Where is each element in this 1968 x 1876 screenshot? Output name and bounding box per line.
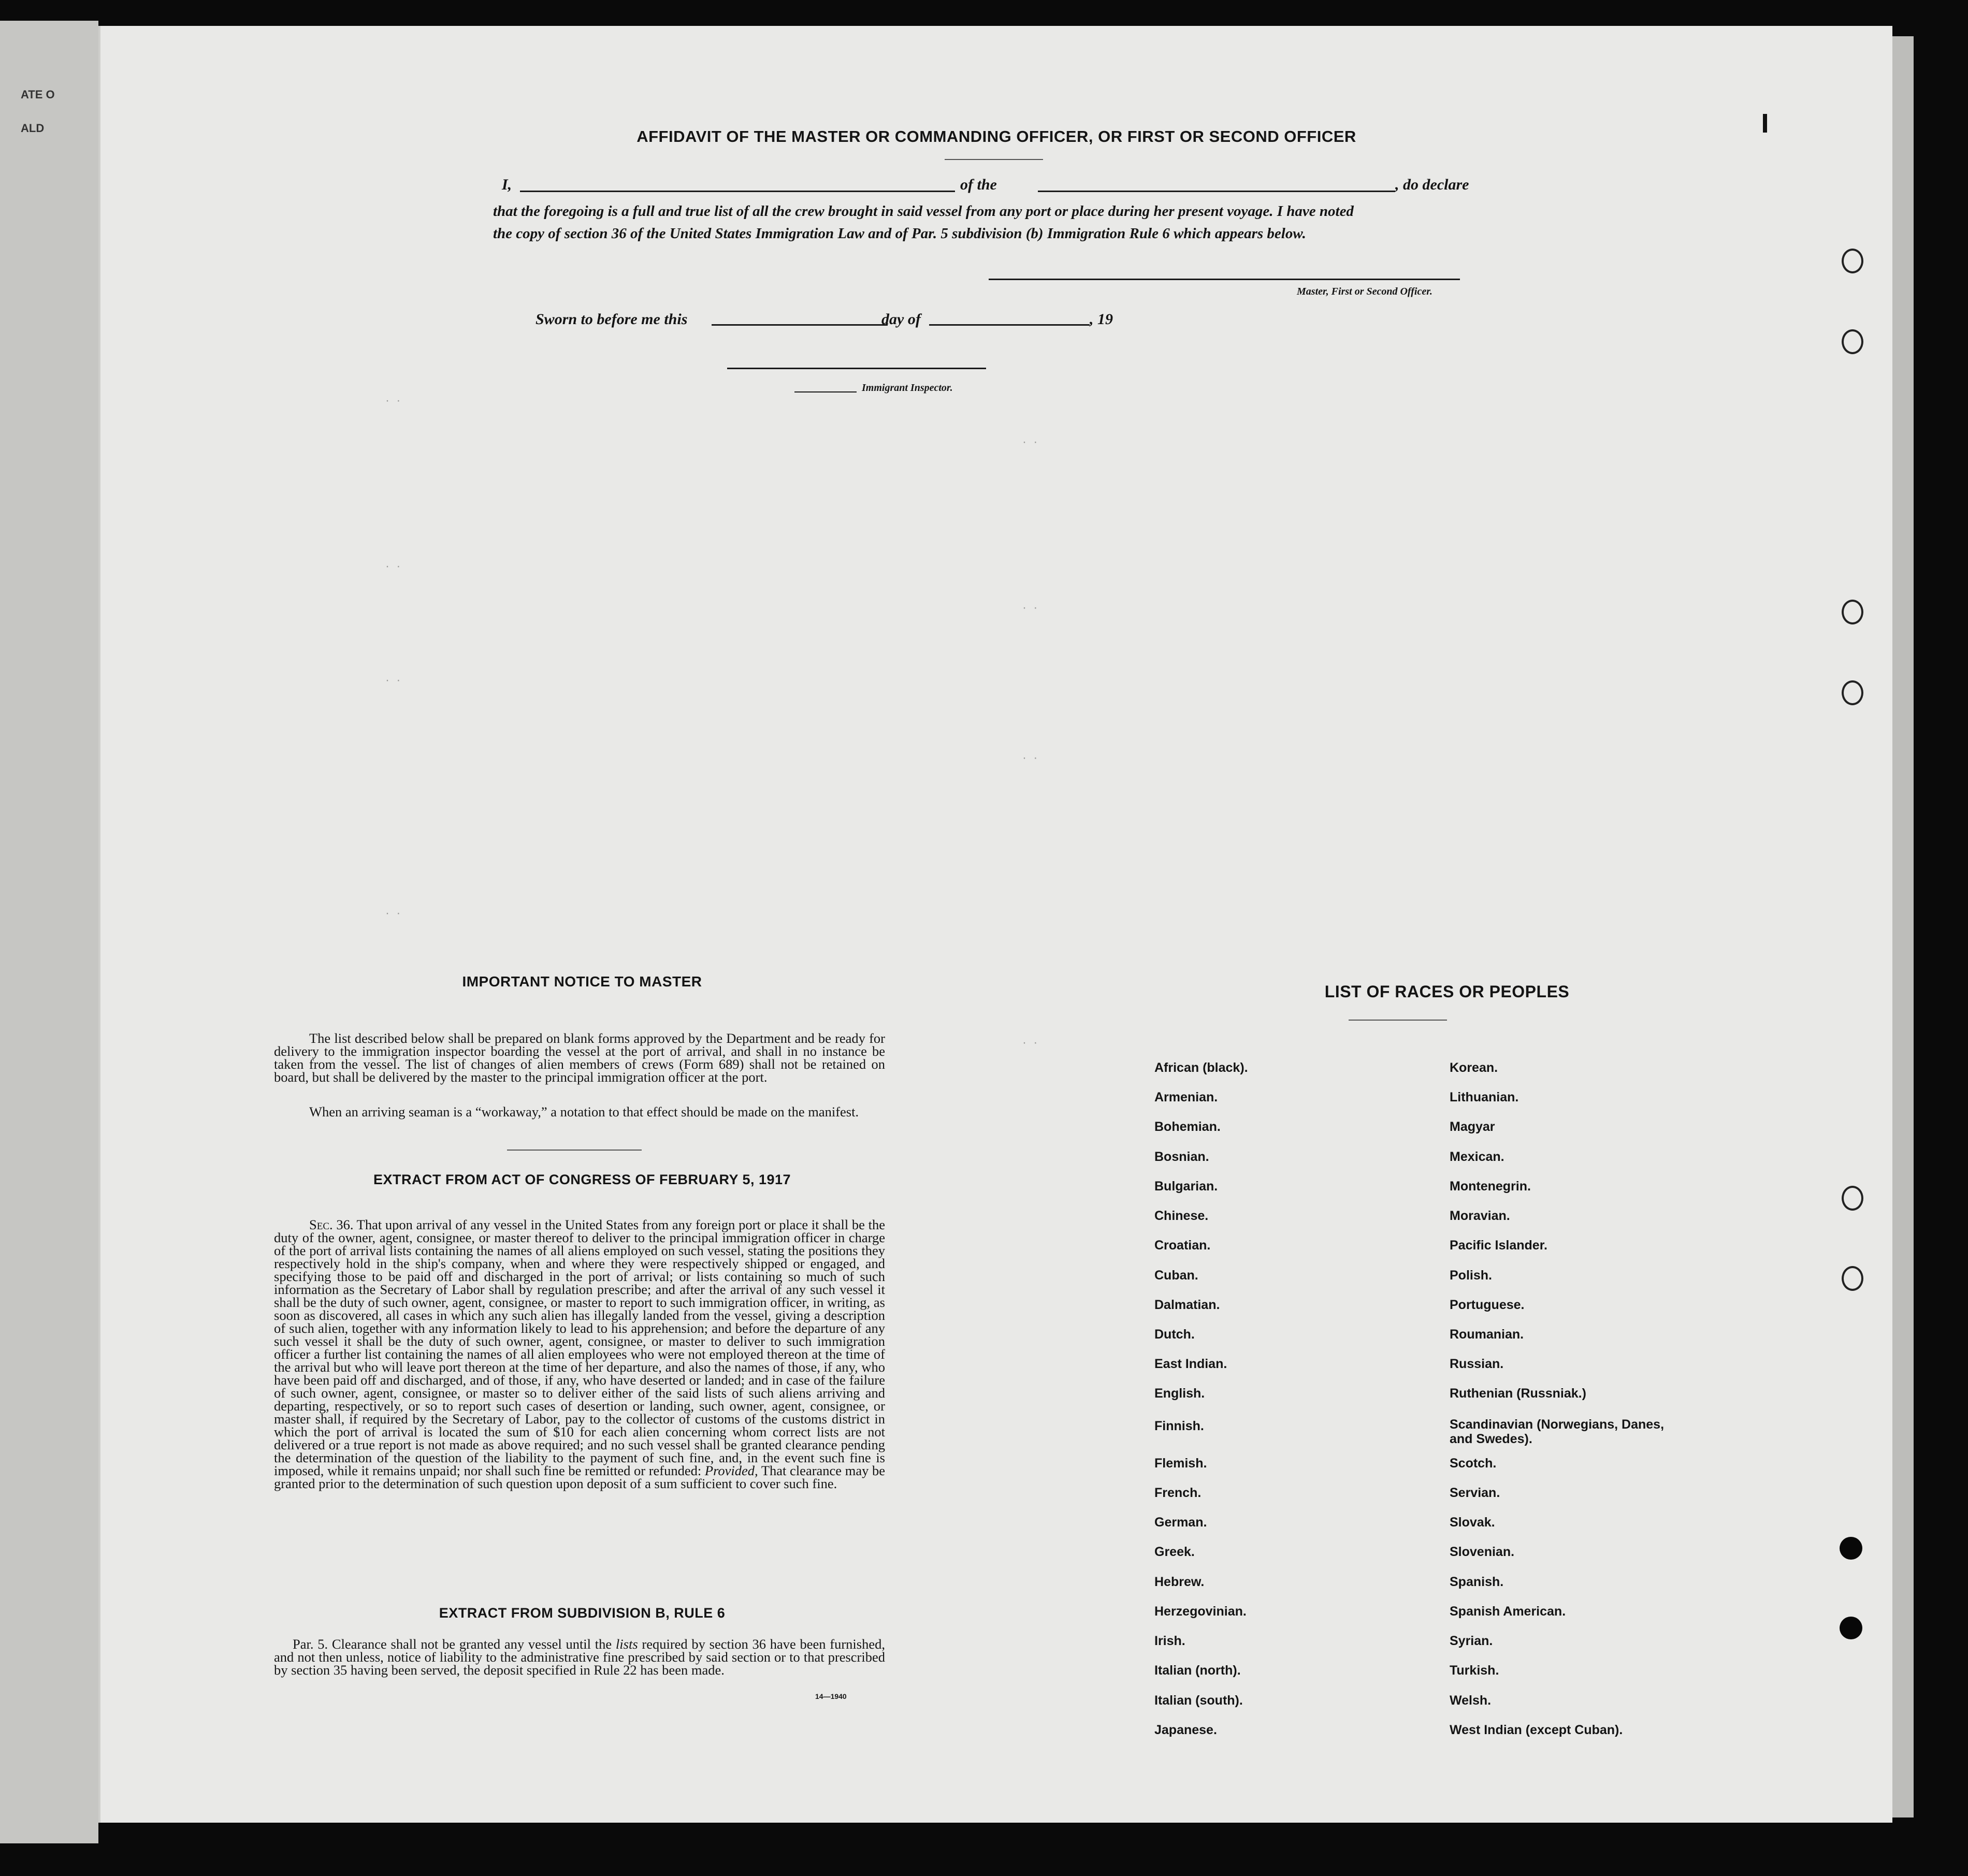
- section-label: Sec. 36.: [309, 1217, 354, 1232]
- rule-extract-title: EXTRACT FROM SUBDIVISION B, RULE 6: [439, 1605, 726, 1621]
- race-item: Herzegovinian.: [1154, 1604, 1247, 1619]
- inspector-signature-line: [727, 368, 986, 369]
- adjacent-page-strip: [0, 21, 98, 1843]
- race-item: Japanese.: [1154, 1723, 1217, 1737]
- race-item: Flemish.: [1154, 1456, 1207, 1471]
- bleed-dots: · ·: [1022, 751, 1038, 765]
- provided-text: That clearance may be granted prior to the determination of such question upon deposit of a sum sufficient to cover such fine.: [274, 1463, 885, 1491]
- rule-text-before: Par. 5. Clearance shall not be granted any vessel until the: [293, 1636, 612, 1652]
- binder-hole: [1842, 1186, 1863, 1211]
- act-extract-title: EXTRACT FROM ACT OF CONGRESS OF FEBRUARY 5, 1917: [373, 1172, 791, 1187]
- form-number: 14—1940: [815, 1692, 847, 1700]
- race-item: Armenian.: [1154, 1090, 1218, 1104]
- race-item: Korean.: [1450, 1060, 1498, 1075]
- race-item: Scotch.: [1450, 1456, 1497, 1471]
- bleed-dots: · ·: [385, 673, 401, 687]
- ink-mark: [1763, 114, 1767, 133]
- inspector-prefix-line: [794, 391, 857, 392]
- lists-word: lists: [615, 1636, 638, 1652]
- sworn-prefix: Sworn to before me this: [536, 311, 688, 328]
- race-item: German.: [1154, 1515, 1207, 1530]
- races-divider: [1349, 1020, 1447, 1021]
- binder-hole: [1842, 680, 1863, 705]
- inspector-label: Immigrant Inspector.: [862, 382, 953, 394]
- sworn-date-blank: [712, 324, 888, 326]
- affidavit-line1-suffix: , do declare: [1395, 176, 1469, 193]
- race-item: Portuguese.: [1450, 1298, 1525, 1312]
- race-item: French.: [1154, 1486, 1202, 1500]
- bleed-dots: · ·: [1022, 435, 1038, 449]
- name-blank: [520, 191, 955, 192]
- sworn-month-blank: [929, 324, 1090, 326]
- affidavit-title: AFFIDAVIT OF THE MASTER OR COMMANDING OFFICER, OR FIRST OR SECOND OFFICER: [636, 127, 1356, 146]
- document-page: [98, 26, 1892, 1823]
- race-item: Montenegrin.: [1450, 1179, 1531, 1194]
- notice-paragraph-1: The list described below shall be prepared on blank forms approved by the Department and be ready for delivery to the immigration inspector boarding the vessel at the port of arrival, and shall in no instance be taken from the vessel. The list of changes of alien members of crews (Form 689) shall not be retained on board, but shall be delivered by the master to the principal immigration officer at the port.: [274, 1030, 885, 1085]
- race-item: Finnish.: [1154, 1419, 1204, 1433]
- affidavit-line1-prefix: I,: [502, 176, 512, 193]
- races-title: LIST OF RACES OR PEOPLES: [1324, 982, 1570, 1001]
- affidavit-line2: that the foregoing is a full and true list of all the crew brought in said vessel from any port or place during her present voyage. I have noted: [493, 203, 1354, 220]
- race-item: Irish.: [1154, 1634, 1185, 1648]
- bleed-dots: · ·: [1022, 601, 1038, 615]
- race-item: Servian.: [1450, 1486, 1500, 1500]
- notice-title: IMPORTANT NOTICE TO MASTER: [462, 973, 702, 990]
- race-item: Spanish American.: [1450, 1604, 1566, 1619]
- binder-hole: [1842, 329, 1863, 354]
- act-extract-body: That upon arrival of any vessel in the United States from any foreign port or place it shall be the duty of the owner, agent, consignee, or master thereof to deliver to the principal immigration officer in charge of the port of arrival lists containing the names of all aliens employed on such vessel, stating the positions they respectively hold in the ship's company, when and where they were respectively shipped or engaged, and specifying those to be paid off and discharged in the port of arrival; or lists containing so much of such information as the Secretary of Labor shall by regulation prescribe; and after the arrival of any such vessel it shall be the duty of such owner, agent, consignee, or master to report to such immigration officer, in writing, as soon as discovered, all cases in which any such alien has illegally landed from the vessel, giving a description of such alien, together with any information likely to lead to his apprehension; and before the departure of any such vessel it shall be the duty of such owner, agent, consignee, or master to deliver to such immigration officer a further list containing the names of all alien employees who were not employed thereon at the time of the arrival but who will leave port thereon at the time of her departure, and also the names of those, if any, who have been paid off and discharged, and of those, if any, who have deserted or landed; and in case of the failure of such owner, agent, consignee, or master so to deliver either of the said lists of such aliens arriving and departing, respectively, or so to report such cases of desertion or landing, such owner, agent, consignee, or master shall, if required by the Secretary of Labor, pay to the collector of customs of the customs district in which the port of arrival is located the sum of $10 for each alien concerning whom correct lists are not delivered or a true report is not made as above required; and no such vessel shall be granted clearance pending the determination of the question of the liability to the payment of such fine, and, in the event such fine is imposed, while it remains unpaid; nor shall such fine be remitted or refunded:: [274, 1217, 885, 1478]
- master-signature-line: [989, 279, 1460, 280]
- race-item: Moravian.: [1450, 1209, 1510, 1223]
- race-item: Croatian.: [1154, 1238, 1211, 1253]
- race-item: East Indian.: [1154, 1357, 1227, 1371]
- title-divider: [945, 159, 1043, 160]
- binder-hole: [1842, 249, 1863, 273]
- race-item: Russian.: [1450, 1357, 1504, 1371]
- race-item: Turkish.: [1450, 1663, 1499, 1678]
- rule-text-after: required by section 36 have been furnished, and not then unless, notice of liability to the administrative fine prescribed by said section or to that prescribed by section 35 having been served, the deposit specified in Rule 22 has been made.: [274, 1636, 885, 1678]
- bleed-dots: · ·: [385, 559, 401, 573]
- vessel-blank: [1038, 191, 1395, 192]
- race-item: Bosnian.: [1154, 1150, 1209, 1164]
- notice-paragraph-2: When an arriving seaman is a “workaway,” a notation to that effect should be made on the manifest.: [309, 1104, 859, 1119]
- race-item: Cuban.: [1154, 1268, 1198, 1283]
- bleed-dots: · ·: [385, 906, 401, 920]
- race-item: Lithuanian.: [1450, 1090, 1519, 1104]
- affidavit-line1-mid: of the: [960, 176, 997, 193]
- race-item: Italian (south).: [1154, 1693, 1243, 1708]
- strip-text-top: ATE O: [21, 88, 55, 101]
- punched-dot: [1840, 1617, 1862, 1639]
- race-item: Chinese.: [1154, 1209, 1209, 1223]
- bleed-dots: · ·: [385, 394, 401, 408]
- race-item: African (black).: [1154, 1060, 1248, 1075]
- master-label: Master, First or Second Officer.: [1297, 286, 1432, 297]
- race-item: English.: [1154, 1386, 1205, 1401]
- sworn-day-label: day of: [881, 311, 921, 328]
- rule-extract-text: [274, 1638, 885, 1677]
- race-item: Slovak.: [1450, 1515, 1495, 1530]
- race-item: Spanish.: [1450, 1575, 1504, 1589]
- provided-label: Provided,: [704, 1463, 758, 1478]
- affidavit-line3: the copy of section 36 of the United States Immigration Law and of Par. 5 subdivision (b) Immigration Rule 6 which appears below.: [493, 225, 1306, 242]
- binder-hole: [1842, 600, 1863, 624]
- race-item: Dutch.: [1154, 1327, 1195, 1342]
- sworn-year-label: , 19: [1090, 311, 1113, 328]
- bleed-dots: · ·: [1022, 1036, 1038, 1050]
- race-item: Polish.: [1450, 1268, 1492, 1283]
- strip-text-second: ALD: [21, 122, 45, 135]
- race-item: Greek.: [1154, 1545, 1195, 1559]
- race-item: Dalmatian.: [1154, 1298, 1220, 1312]
- race-item: Scandinavian (Norwegians, Danes, and Swedes).: [1450, 1417, 1665, 1446]
- page-edge-shadow: [1890, 36, 1914, 1817]
- race-item: Hebrew.: [1154, 1575, 1205, 1589]
- race-item: Italian (north).: [1154, 1663, 1241, 1678]
- race-item: Magyar: [1450, 1119, 1495, 1134]
- race-item: Mexican.: [1450, 1150, 1504, 1164]
- binder-hole: [1842, 1266, 1863, 1291]
- race-item: Bohemian.: [1154, 1119, 1221, 1134]
- race-item: Roumanian.: [1450, 1327, 1524, 1342]
- race-item: Welsh.: [1450, 1693, 1492, 1708]
- race-item: West Indian (except Cuban).: [1450, 1723, 1623, 1737]
- notice-divider: [507, 1150, 642, 1151]
- race-item: Ruthenian (Russniak.): [1450, 1386, 1586, 1401]
- punched-dot: [1840, 1537, 1862, 1560]
- race-item: Bulgarian.: [1154, 1179, 1218, 1194]
- act-extract-text: [274, 1218, 885, 1490]
- race-item: Syrian.: [1450, 1634, 1493, 1648]
- race-item: Slovenian.: [1450, 1545, 1515, 1559]
- race-item: Pacific Islander.: [1450, 1238, 1547, 1253]
